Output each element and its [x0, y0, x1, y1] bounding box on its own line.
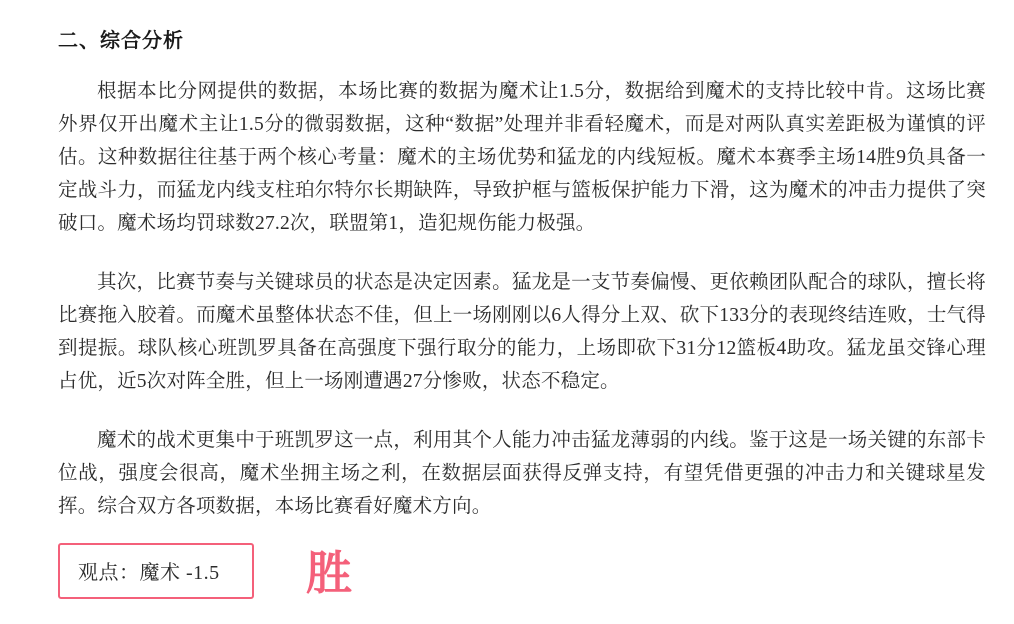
verdict-box: 观点：魔术 -1.5 [58, 543, 254, 599]
analysis-paragraph-3: 魔术的战术更集中于班凯罗这一点，利用其个人能力冲击猛龙薄弱的内线。鉴于这是一场关键的东部卡位战，强度会很高，魔术坐拥主场之利，在数据层面获得反弹支持，有望凭借更强的冲击力和关键球星发挥。综合双方各项数据，本场比赛看好魔术方向。 [58, 430, 986, 517]
verdict-result-mark: 胜 [306, 547, 352, 599]
analysis-paragraph-2: 其次，比赛节奏与关键球员的状态是决定因素。猛龙是一支节奏偏慢、更依赖团队配合的球队，擅长将比赛拖入胶着。而魔术虽整体状态不佳，但上一场刚刚以6人得分上双、砍下133分的表现终结连败，士气得到提振。球队核心班凯罗具备在高强度下强行取分的能力，上场即砍下31分12篮板4助攻。猛龙虽交锋心理占优，近5次对阵全胜，但上一场刚遭遇27分惨败，状态不稳定。 [58, 272, 986, 392]
page-title: 二、综合分析 [58, 30, 184, 52]
verdict-row [58, 543, 986, 599]
analysis-paragraph-1: 根据本比分网提供的数据，本场比赛的数据为魔术让1.5分，数据给到魔术的支持比较中肯。这场比赛外界仅开出魔术主让1.5分的微弱数据，这种“数据”处理并非看轻魔术，而是对两队真实差距极为谨慎的评估。这种数据往往基于两个核心考量：魔术的主场优势和猛龙的内线短板。魔术本赛季主场14胜9负具备一定战斗力，而猛龙内线支柱珀尔特尔长期缺阵，导致护框与篮板保护能力下滑，这为魔术的冲击力提供了突破口。魔术场均罚球数27.2次，联盟第1，造犯规伤能力极强。 [58, 81, 986, 234]
